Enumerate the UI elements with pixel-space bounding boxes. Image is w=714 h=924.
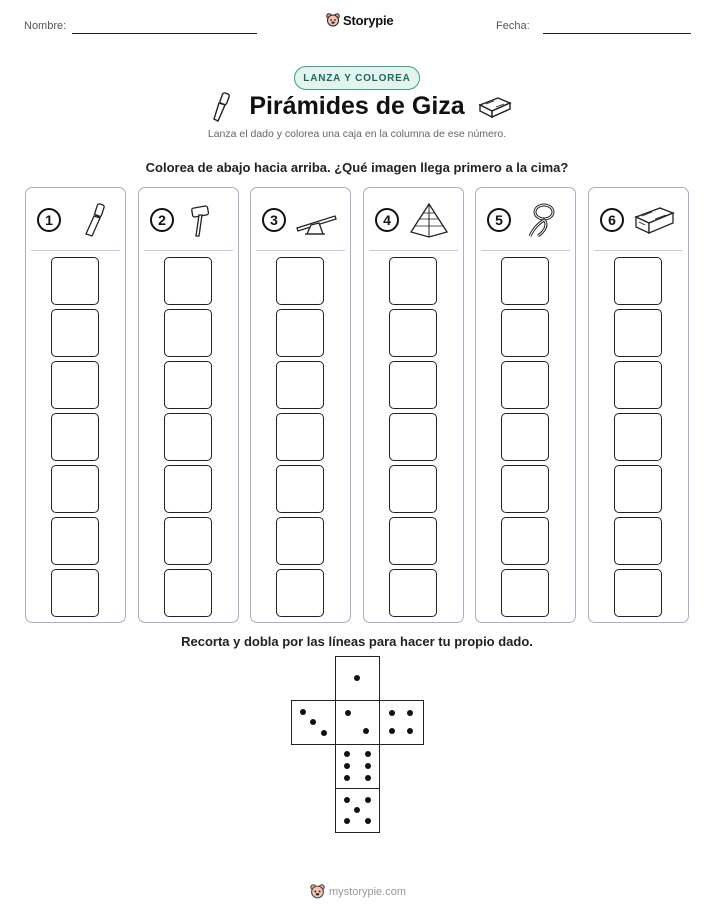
column-divider [31,250,120,251]
color-box[interactable] [614,413,662,461]
column-2 [138,187,239,623]
color-box[interactable] [501,361,549,409]
die-face-5 [335,788,380,833]
color-box[interactable] [501,517,549,565]
color-box[interactable] [276,257,324,305]
column-divider [594,250,683,251]
hammer-icon [183,202,225,238]
column-number: 1 [37,208,61,232]
color-box[interactable] [164,413,212,461]
page-subtitle: Lanza el dado y colorea una caja en la columna de ese número. [207,128,507,140]
rope-icon [520,202,562,238]
bear-icon [326,13,340,28]
pyramid-icon [408,202,450,238]
color-box[interactable] [276,361,324,409]
color-box[interactable] [614,517,662,565]
die-pip [407,710,413,716]
die-pip [365,763,371,769]
die-pip [310,719,316,725]
column-number: 5 [487,208,511,232]
bear-icon [310,884,325,900]
color-box[interactable] [389,361,437,409]
die-pip [365,797,371,803]
color-box[interactable] [614,309,662,357]
column-divider [481,250,570,251]
die-face-3 [291,700,336,745]
color-box[interactable] [389,257,437,305]
column-1 [25,187,126,623]
die-face-2 [335,700,380,745]
color-box[interactable] [501,465,549,513]
color-box[interactable] [501,257,549,305]
color-box[interactable] [389,309,437,357]
stone-block-title-icon [478,95,512,119]
column-4 [363,187,464,623]
color-box[interactable] [51,413,99,461]
color-box[interactable] [51,517,99,565]
color-box[interactable] [389,465,437,513]
column-number: 4 [375,208,399,232]
footer-url: mystorypie.com [329,886,407,898]
die-face-1 [335,656,380,701]
color-box[interactable] [51,309,99,357]
color-box[interactable] [51,257,99,305]
color-box[interactable] [276,569,324,617]
brand-name: Storypie [343,13,394,28]
color-box[interactable] [164,361,212,409]
die-pip [344,763,350,769]
date-label: Fecha: [496,20,530,32]
die-pip [345,710,351,716]
color-box[interactable] [501,413,549,461]
die-pip [321,730,327,736]
die-pip [344,751,350,757]
color-box[interactable] [51,465,99,513]
color-box[interactable] [501,569,549,617]
color-box[interactable] [389,413,437,461]
color-box[interactable] [164,309,212,357]
color-box[interactable] [614,257,662,305]
column-5 [475,187,576,623]
color-box[interactable] [389,569,437,617]
date-line [543,33,691,34]
color-box[interactable] [614,361,662,409]
color-box[interactable] [501,309,549,357]
die-pip [344,797,350,803]
color-box[interactable] [276,465,324,513]
color-box[interactable] [164,517,212,565]
activity-badge: LANZA Y COLOREA [294,66,420,90]
footer [310,884,406,900]
storypie-logo [326,13,393,28]
column-divider [144,250,233,251]
die-pip [344,818,350,824]
column-number: 2 [150,208,174,232]
die-pip [389,710,395,716]
color-box[interactable] [276,413,324,461]
column-divider [256,250,345,251]
coloring-instruction: Colorea de abajo hacia arriba. ¿Qué imagen llega primero a la cima? [145,160,569,175]
lever-icon [295,202,337,238]
column-number: 3 [262,208,286,232]
die-pip [344,775,350,781]
die-pip [365,751,371,757]
color-box[interactable] [276,517,324,565]
die-face-6 [335,744,380,789]
name-line [72,33,257,34]
name-label: Nombre: [24,20,67,32]
die-face-4 [379,700,424,745]
die-pip [363,728,369,734]
column-divider [369,250,458,251]
column-6 [588,187,689,623]
color-box[interactable] [51,361,99,409]
die-instruction: Recorta y dobla por las líneas para hacer tu propio dado. [181,634,533,649]
die-pip [300,709,306,715]
color-box[interactable] [164,569,212,617]
color-box[interactable] [164,257,212,305]
stone-block-icon [633,202,675,238]
die-pip [407,728,413,734]
color-box[interactable] [614,569,662,617]
chisel-icon [70,202,112,238]
die-pip [365,818,371,824]
color-box[interactable] [164,465,212,513]
die-pip [354,675,360,681]
page-title: Pirámides de Giza [249,92,465,120]
color-box[interactable] [276,309,324,357]
color-box[interactable] [389,517,437,565]
die-pip [389,728,395,734]
die-pip [354,807,360,813]
color-box[interactable] [614,465,662,513]
color-box[interactable] [51,569,99,617]
column-number: 6 [600,208,624,232]
column-3 [250,187,351,623]
die-pip [365,775,371,781]
